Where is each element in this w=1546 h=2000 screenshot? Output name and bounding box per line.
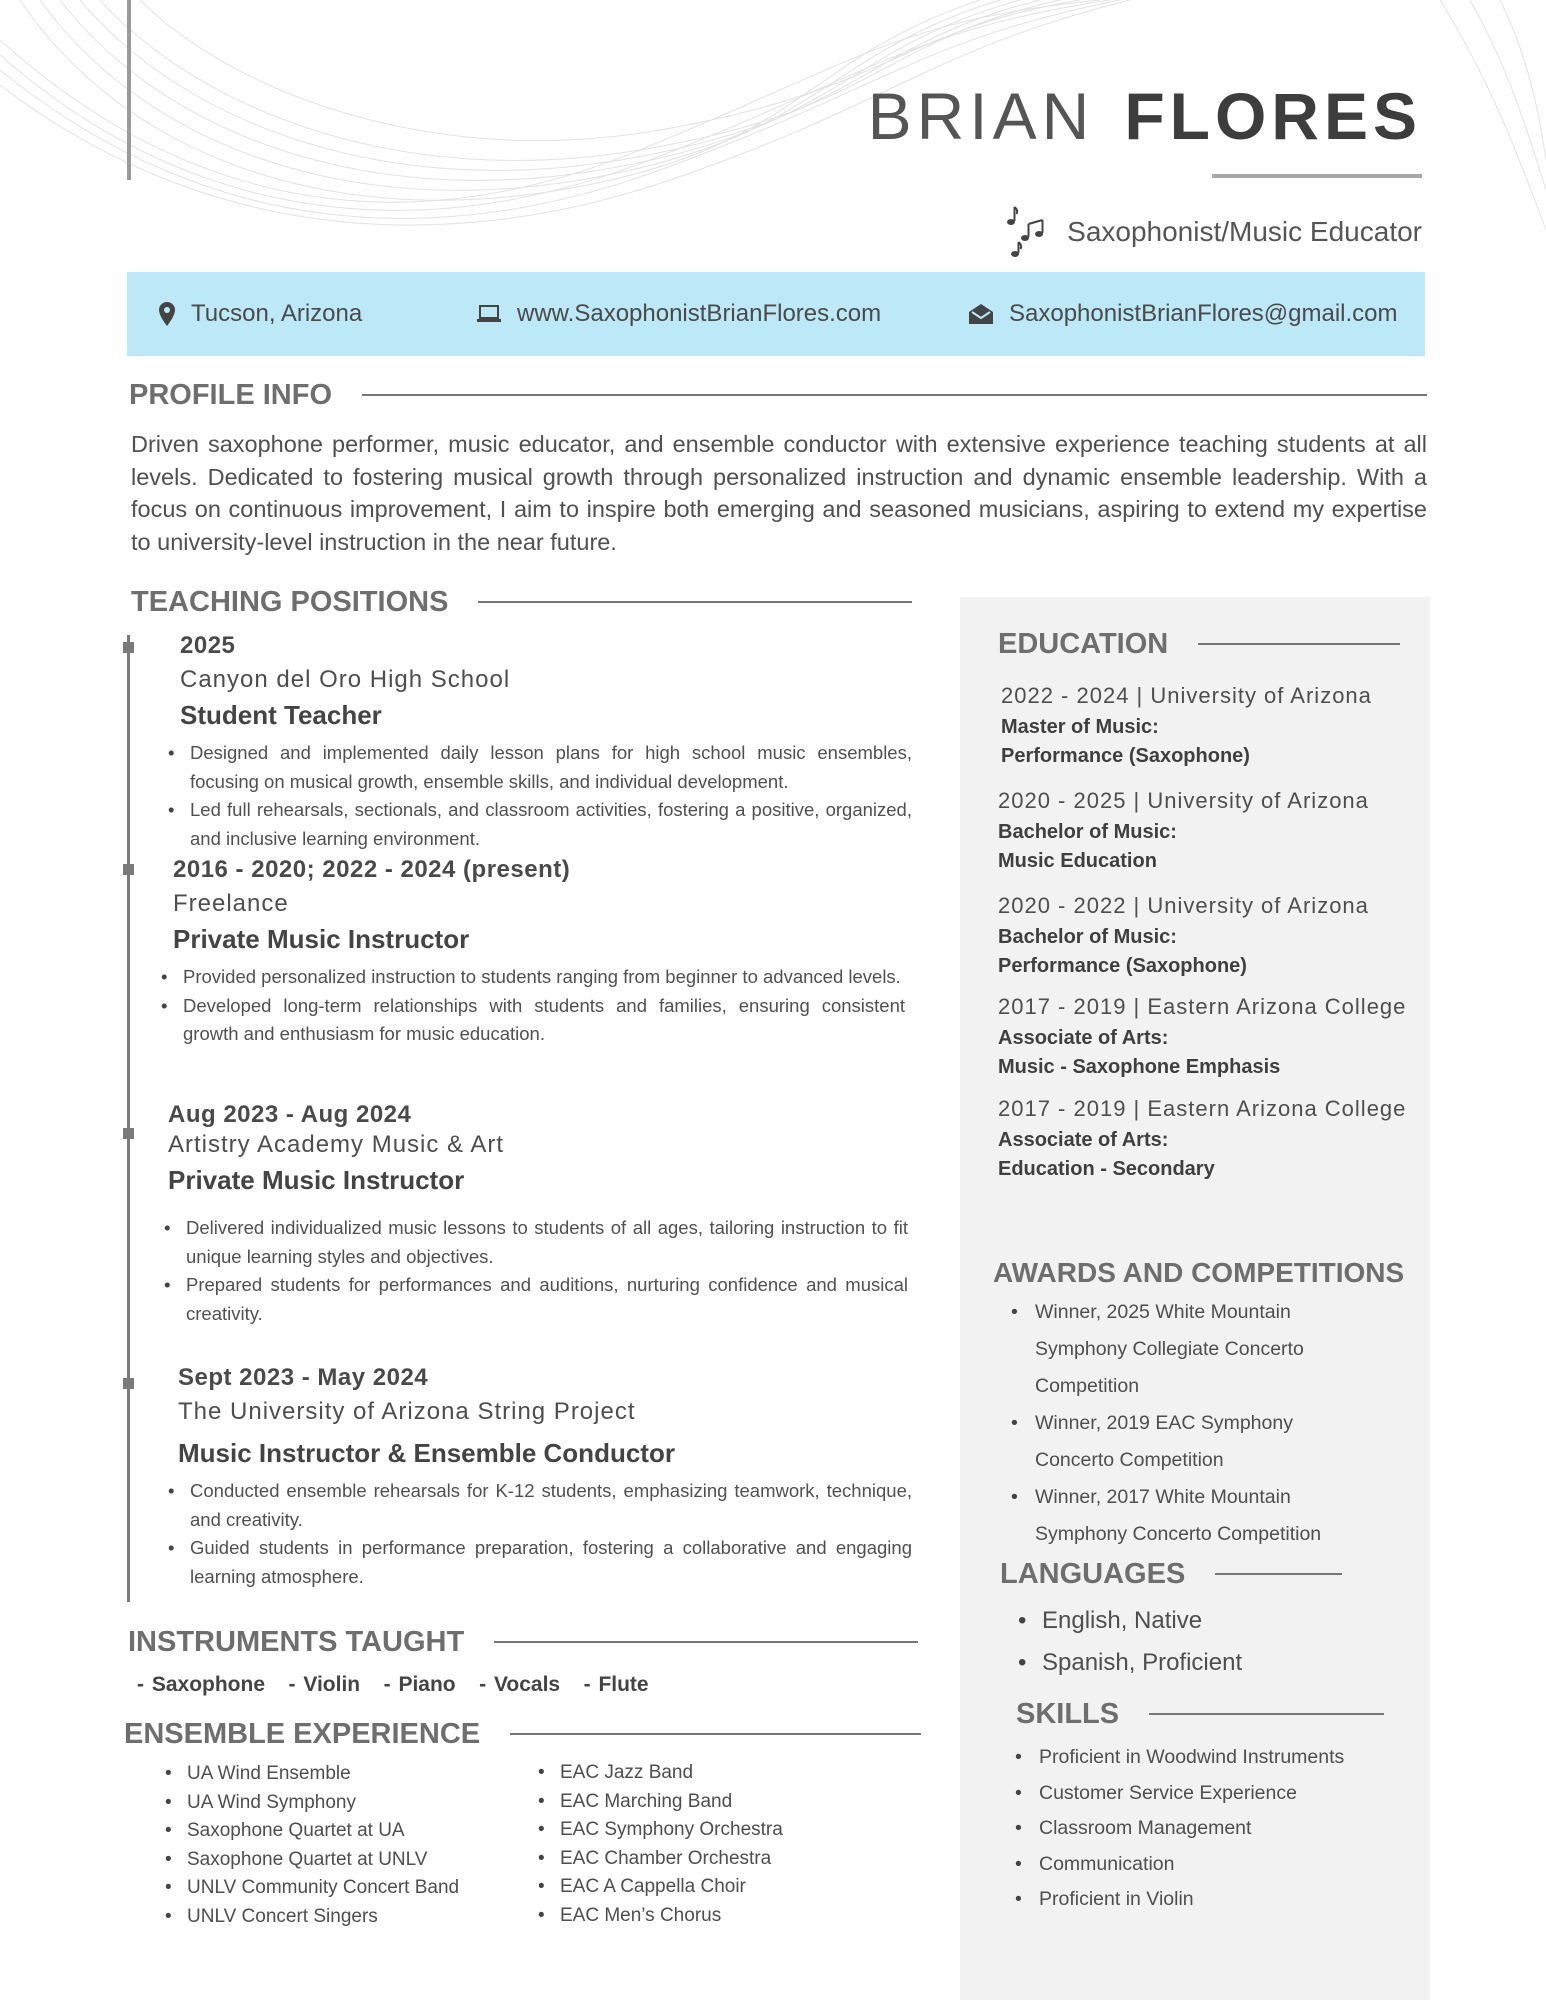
ensemble-item: • EAC Jazz Band (560, 1759, 783, 1788)
heading-rule (1149, 1713, 1384, 1715)
degree-field: Performance (Saxophone) (998, 955, 1247, 977)
bullet-item: • Guided students in performance preparation, fostering a collaborative and engaging learning atmosphere. (190, 1534, 912, 1591)
degree-field: Music - Saxophone Emphasis (998, 1056, 1281, 1078)
ensemble-item: • EAC A Cappella Choir (560, 1873, 783, 1902)
website-item[interactable] (477, 272, 881, 356)
candidate-name (868, 78, 1422, 154)
ensemble-item: • EAC Men’s Chorus (560, 1902, 783, 1931)
education-line: 2020 - 2025 | University of Arizona (998, 788, 1369, 813)
heading-rule (362, 394, 1427, 396)
degree-field: Performance (Saxophone) (1001, 745, 1250, 767)
skill-item: • Customer Service Experience (1039, 1776, 1344, 1812)
education-heading (998, 624, 1400, 664)
website-link[interactable]: www.SaxophonistBrianFlores.com (517, 300, 882, 327)
degree-field: Music Education (998, 850, 1157, 872)
first-name: BRIAN (867, 79, 1095, 153)
skills-heading (1016, 1694, 1384, 1734)
email-item[interactable] (969, 272, 1398, 356)
heading-rule (1215, 1573, 1342, 1575)
position-org: Canyon del Oro High School (180, 666, 511, 693)
education-entry (998, 893, 1369, 981)
ensemble-item: • EAC Marching Band (560, 1788, 783, 1817)
position-bullets (180, 739, 912, 853)
heading-rule (1198, 643, 1400, 645)
ensemble-item: • EAC Symphony Orchestra (560, 1816, 783, 1845)
teaching-heading (131, 582, 912, 622)
envelope-open-icon (969, 303, 993, 325)
languages-heading (1000, 1554, 1342, 1594)
position-bullets (173, 963, 905, 1049)
position-role: Student Teacher (180, 700, 382, 730)
degree-name: Master of Music: (1001, 716, 1159, 738)
heading-rule (478, 601, 912, 603)
degree-name: Bachelor of Music: (998, 821, 1177, 843)
job-title-row (1003, 204, 1422, 260)
position-org: Freelance (173, 890, 289, 917)
contact-bar (127, 272, 1425, 356)
email-link[interactable]: SaxophonistBrianFlores@gmail.com (1009, 300, 1398, 327)
ensemble-item: • UA Wind Ensemble (187, 1760, 459, 1789)
bullet-item: • Led full rehearsals, sectionals, and classroom activities, fostering a positive, organized, and inclusive learning environment. (190, 796, 912, 853)
last-name: FLORES (1124, 79, 1422, 153)
awards-heading-text: AWARDS AND COMPETITIONS (993, 1257, 1405, 1288)
ensemble-item: • Saxophone Quartet at UNLV (187, 1846, 459, 1875)
position-date: 2016 - 2020; 2022 - 2024 (present) (173, 856, 571, 883)
position-role: Music Instructor & Ensemble Conductor (178, 1438, 675, 1468)
bullet-item: • Conducted ensemble rehearsals for K-12 students, emphasizing teamwork, technique, and creativity. (190, 1477, 912, 1534)
position-bullets (178, 1477, 912, 1591)
position-entry (168, 1101, 908, 1328)
award-item: • Winner, 2025 White Mountain Symphony Collegiate Concerto Competition (1035, 1294, 1335, 1405)
education-line: 2020 - 2022 | University of Arizona (998, 893, 1369, 918)
position-date: Aug 2023 - Aug 2024 (168, 1101, 412, 1128)
teaching-heading-text: TEACHING POSITIONS (131, 585, 449, 618)
name-underline (1212, 174, 1422, 178)
language-item: • Spanish, Proficient (1042, 1642, 1242, 1684)
instruments-heading-text: INSTRUMENTS TAUGHT (128, 1625, 465, 1658)
header-accent-rule (127, 0, 131, 180)
ensemble-item: • UNLV Community Concert Band (187, 1874, 459, 1903)
instruments-heading (128, 1622, 918, 1662)
award-item: • Winner, 2017 White Mountain Symphony Concerto Competition (1035, 1479, 1335, 1553)
heading-rule (494, 1641, 918, 1643)
education-entry (1001, 683, 1372, 771)
location-pin-icon (159, 302, 175, 326)
education-line: 2017 - 2019 | Eastern Arizona College (998, 994, 1407, 1019)
education-entry (998, 1096, 1406, 1184)
location-item (159, 272, 362, 356)
award-item: • Winner, 2019 EAC Symphony Concerto Competition (1035, 1405, 1335, 1479)
position-entry (173, 856, 905, 1049)
languages-list (1042, 1600, 1242, 1684)
timeline-marker (123, 1378, 134, 1389)
awards-heading (993, 1253, 1404, 1293)
languages-heading-text: LANGUAGES (1000, 1557, 1186, 1590)
profile-summary: Driven saxophone performer, music educator, and ensemble conductor with extensive experience teaching students at all levels. Dedicated to fostering musical growth through personalized instruction and dynamic ensemble leadership. With a focus on continuous improvement, I aim to inspire both emerging and seasoned musicians, aspiring to extend my expertise to university-level instruction in the near future. (131, 431, 1427, 555)
profile-heading-text: PROFILE INFO (129, 378, 332, 411)
position-org: Artistry Academy Music & Art (168, 1131, 505, 1158)
ensemble-heading-text: ENSEMBLE EXPERIENCE (124, 1717, 481, 1750)
position-role: Private Music Instructor (168, 1165, 465, 1195)
bullet-item: • Provided personalized instruction to students ranging from beginner to advanced levels. (183, 963, 905, 992)
ensemble-item: • Saxophone Quartet at UA (187, 1817, 459, 1846)
ensemble-item: • EAC Chamber Orchestra (560, 1845, 783, 1874)
skill-item: • Communication (1039, 1847, 1344, 1883)
language-item: • English, Native (1042, 1600, 1242, 1642)
skill-item: • Proficient in Violin (1039, 1882, 1344, 1918)
position-entry (180, 632, 912, 853)
timeline-line (127, 635, 130, 1602)
music-notes-icon (1003, 204, 1047, 260)
ensemble-item: • UA Wind Symphony (187, 1789, 459, 1818)
ensemble-item: • UNLV Concert Singers (187, 1903, 459, 1932)
degree-field: Education - Secondary (998, 1158, 1215, 1180)
bullet-item: • Delivered individualized music lessons to students of all ages, tailoring instruction to fit unique learning styles and objectives. (186, 1214, 908, 1271)
position-role: Private Music Instructor (173, 924, 470, 954)
position-date: 2025 (180, 632, 236, 659)
heading-rule (510, 1733, 921, 1735)
education-entry (998, 994, 1406, 1082)
education-heading-text: EDUCATION (998, 627, 1169, 660)
position-entry (178, 1364, 912, 1591)
position-org: The University of Arizona String Project (178, 1398, 636, 1425)
timeline-marker (123, 642, 134, 653)
position-bullets (168, 1214, 908, 1328)
skills-heading-text: SKILLS (1016, 1697, 1120, 1730)
laptop-icon (477, 305, 501, 323)
ensemble-list-left (187, 1760, 459, 1931)
bullet-item: • Developed long-term relationships with students and families, ensuring consistent growth and enthusiasm for music education. (183, 992, 905, 1049)
instruments-list: - Saxophone - Violin - Piano - Vocals - Flute (137, 1673, 649, 1696)
location-text: Tucson, Arizona (191, 300, 363, 327)
profile-heading (129, 375, 1427, 415)
skill-item: • Classroom Management (1039, 1811, 1344, 1847)
position-date: Sept 2023 - May 2024 (178, 1364, 429, 1391)
ensemble-list-right (560, 1759, 783, 1930)
degree-name: Associate of Arts: (998, 1027, 1169, 1049)
ensemble-heading (124, 1714, 921, 1754)
skill-item: • Proficient in Woodwind Instruments (1039, 1740, 1344, 1776)
education-line: 2017 - 2019 | Eastern Arizona College (998, 1096, 1407, 1121)
timeline-marker (123, 1128, 134, 1139)
bullet-item: • Prepared students for performances and auditions, nurturing confidence and musical creativity. (186, 1271, 908, 1328)
degree-name: Associate of Arts: (998, 1129, 1169, 1151)
education-entry (998, 788, 1369, 876)
awards-list (1035, 1294, 1335, 1553)
bullet-item: • Designed and implemented daily lesson plans for high school music ensembles, focusing on musical growth, ensemble skills, and individual development. (190, 739, 912, 796)
job-title: Saxophonist/Music Educator (1067, 216, 1422, 247)
skills-list (1039, 1740, 1344, 1918)
degree-name: Bachelor of Music: (998, 926, 1177, 948)
timeline-marker (123, 864, 134, 875)
education-line: 2022 - 2024 | University of Arizona (1001, 683, 1372, 708)
